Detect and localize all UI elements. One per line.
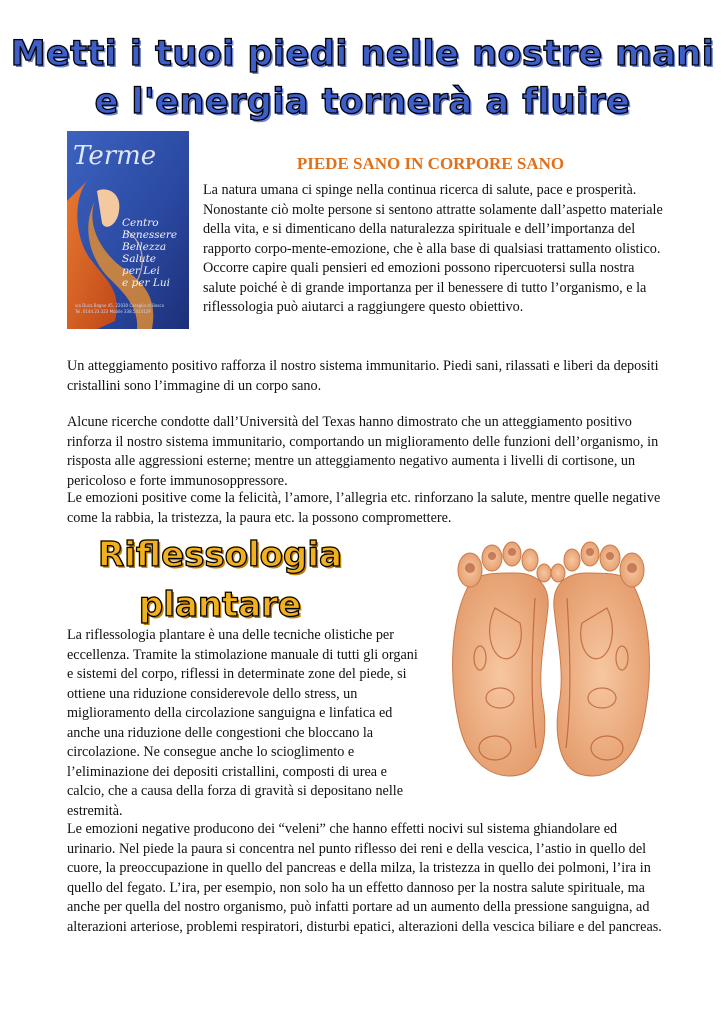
title-line-2: e l'energia tornerà a fluire [94, 82, 631, 122]
brochure-text: Centro Benessere Bellezza Salute per Lei e per Lui [122, 217, 178, 289]
terme-brochure-image [67, 131, 189, 329]
right-foot [551, 542, 649, 776]
paragraph-5: La riflessologia plantare è una delle tecniche olistiche per eccellenza. Tramite la stimolazione manuale di tutti gli organi e sistemi del corpo, riflessi in determinate zone del piede, si ottiene una riduzione considerevole dello stress, un miglioramento della circolazione sanguigna e linfatica ed anche una riduzione delle congestioni che bloccano la circolazione. Ne consegue anche lo scioglimento e l’eliminazione dei depositi cristallini, composti di urea e calcio, che a causa della forza di gravità si depositano nelle estremità. [67, 627, 418, 819]
subheading-line-1: Riflessologia [98, 535, 342, 575]
title-line-1: Metti i tuoi piedi nelle nostre mani [10, 34, 715, 74]
paragraph-6: Le emozioni negative producono dei “veleni” che hanno effetti nocivi sul sistema ghiandolare ed urinario. Nel piede la paura si concentra nel punto riflesso dei reni e della vescica, l’astio in quello del cuore, la preoccupazione in quello del pancreas e della milza, la tristezza in quello dei polmoni, l’ira in quello del fegato. L’ira, per esempio, non solo ha un effetto dannoso per la nostra salute spirituale, ma anche per quella del nostro organismo, può infatti portare ad un aumento della pressione sanguigna, ad alterazioni arteriose, problemi respiratori, disturbi epatici, alterazioni della vescica biliare e del pancreas. [67, 821, 662, 935]
left-foot [453, 542, 551, 776]
subheading-line-2: plantare [138, 585, 302, 625]
foot-reflexology-map-image [440, 528, 662, 786]
paragraph-2: Un atteggiamento positivo rafforza il nostro sistema immunitario. Piedi sani, rilassati e liberi da depositi cristallini sono l’immagine di un corpo sano. [67, 358, 659, 394]
paragraph-3: Alcune ricerche condotte dall’Università del Texas hanno dimostrato che un atteggiamento positivo rinforza il nostro sistema immunitario, comportando un miglioramento delle funzioni dell’organismo, in risposta alle aggressioni esterne; mentre un atteggiamento negativo aumenta i livelli di cortisone, un pericoloso e forte immunosoppressore. [67, 414, 659, 489]
intro-paragraph: La natura umana ci spinge nella continua ricerca di salute, pace e prosperità. Nonostante ciò molte persone si sentono attratte solamente dall’aspetto materiale della vita, e si dimenticano della naturalezza spirituale e dell’importanza del rapporto corpo-mente-emozione, che è alla base di qualsiasi trattamento olistico. Occorre capire quali pensieri ed emozioni possono ripercuotersi sulla nostra salute poiché è di grande importanza per il benessere di tutto l’organismo, e la riflessologia può aiutarci a raggiungere questo obiettivo. [203, 182, 663, 315]
paragraph-4: Le emozioni positive come la felicità, l’amore, l’allegria etc. rinforzano la salute, mentre quelle negative come la rabbia, la tristezza, la paura etc. la possono compromettere. [67, 490, 661, 526]
section-heading: PIEDE SANO IN CORPORE SANO [296, 154, 565, 173]
brochure-brand: Terme [73, 141, 157, 171]
brochure-address: via Duca Bagno 45, 22030 Caraglio di Bosco Tel. 0144.23.323 Mobile 338.5414129 [75, 303, 165, 314]
